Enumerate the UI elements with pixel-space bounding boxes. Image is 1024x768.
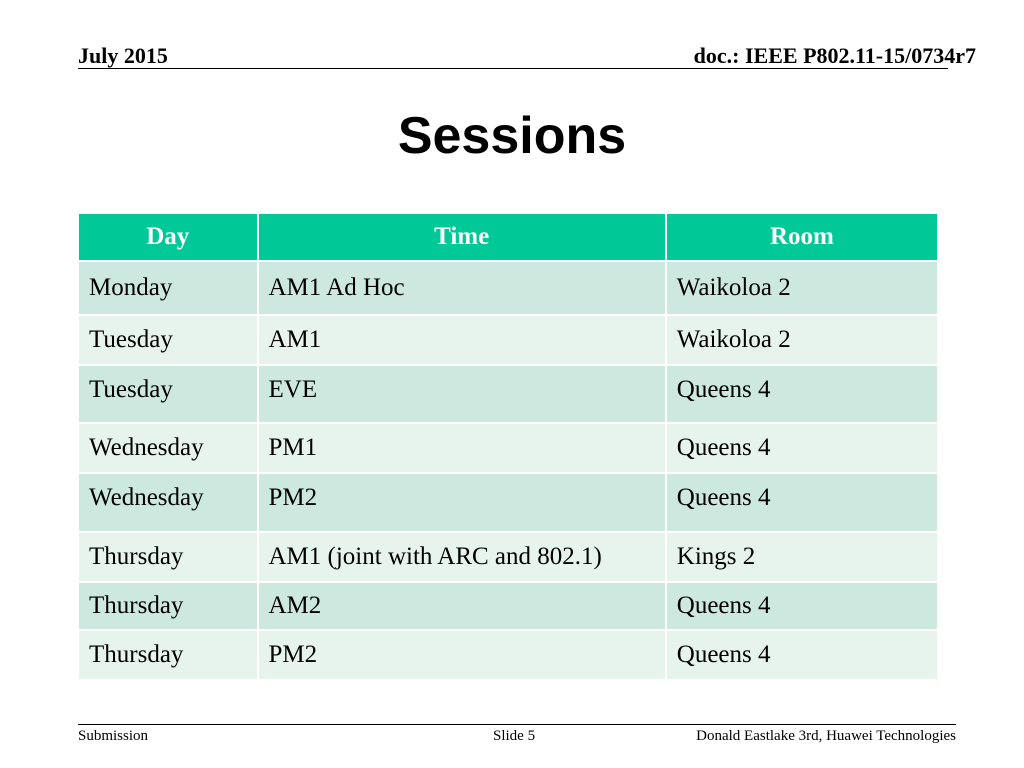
room-cell: Kings 2	[666, 532, 938, 582]
time-cell: AM1 (joint with ARC and 802.1)	[258, 532, 666, 582]
room-cell: Queens 4	[666, 473, 938, 532]
room-cell: Queens 4	[666, 423, 938, 473]
footer-divider	[78, 724, 956, 725]
header-divider	[78, 68, 948, 69]
time-cell: PM1	[258, 423, 666, 473]
table-row	[78, 423, 938, 473]
room-cell: Queens 4	[666, 365, 938, 423]
room-cell: Queens 4	[666, 582, 938, 630]
table-row	[78, 365, 938, 423]
table-row	[78, 630, 938, 680]
table-row	[78, 473, 938, 532]
time-cell: AM1	[258, 315, 666, 365]
header-doc-id: doc.: IEEE P802.11-15/0734r7	[693, 43, 976, 68]
footer-submission: Submission	[78, 728, 149, 744]
day-cell: Thursday	[78, 630, 258, 680]
table-row	[78, 532, 938, 582]
table-row	[78, 261, 938, 315]
time-cell: PM2	[258, 630, 666, 680]
day-cell: Wednesday	[78, 423, 258, 473]
time-cell: AM1 Ad Hoc	[258, 261, 666, 315]
room-cell: Waikoloa 2	[666, 315, 938, 365]
footer-slide-number: Slide 5	[493, 728, 536, 744]
day-cell: Thursday	[78, 582, 258, 630]
day-cell: Thursday	[78, 532, 258, 582]
day-cell: Monday	[78, 261, 258, 315]
column-header-time: Time	[258, 213, 666, 261]
header-date: July 2015	[78, 43, 168, 68]
sessions-table	[77, 212, 939, 681]
day-cell: Tuesday	[78, 365, 258, 423]
room-cell: Waikoloa 2	[666, 261, 938, 315]
time-cell: EVE	[258, 365, 666, 423]
day-cell: Wednesday	[78, 473, 258, 532]
time-cell: PM2	[258, 473, 666, 532]
time-cell: AM2	[258, 582, 666, 630]
table-row	[78, 582, 938, 630]
slide-title: Sessions	[397, 107, 627, 165]
footer-author: Donald Eastlake 3rd, Huawei Technologies	[696, 728, 956, 744]
room-cell: Queens 4	[666, 630, 938, 680]
table-row	[78, 315, 938, 365]
table-header-row	[78, 213, 938, 261]
column-header-room: Room	[666, 213, 938, 261]
column-header-day: Day	[78, 213, 258, 261]
day-cell: Tuesday	[78, 315, 258, 365]
